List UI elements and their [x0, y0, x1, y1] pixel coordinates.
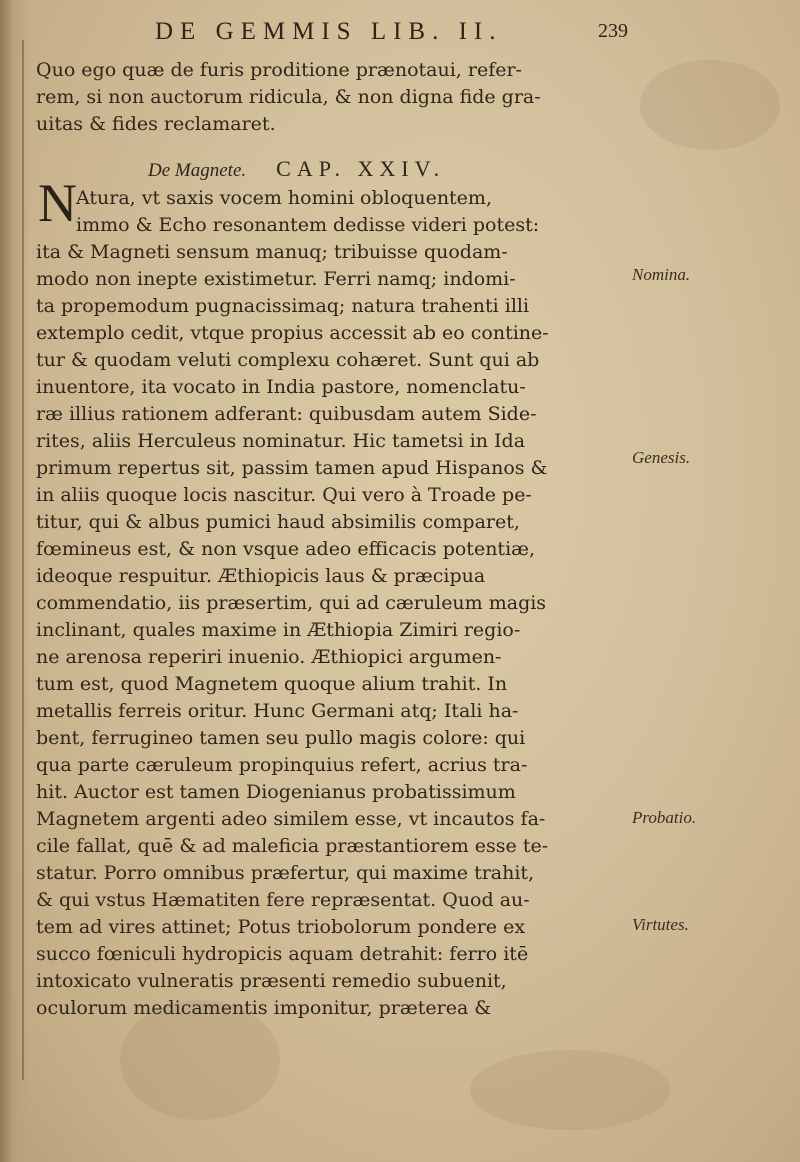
- body-line: succo fœniculi hydropicis aquam detrahit: ferro itē: [36, 943, 529, 965]
- running-head: DE GEMMIS LIB. II.: [155, 18, 503, 45]
- intro-line: Quo ego quæ de furis proditione prænotaui, refer-: [36, 59, 522, 81]
- drop-cap: N: [38, 173, 77, 233]
- body-line: oculorum medicamentis imponitur, præterea &: [36, 997, 492, 1019]
- body-line: tum est, quod Magnetem quoque alium trahit. In: [36, 673, 508, 695]
- body-line: metallis ferreis oritur. Hunc Germani atq; Itali ha-: [36, 700, 519, 722]
- body-line: ideoque respuitur. Æthiopicis laus & præcipua: [36, 565, 486, 587]
- body-line: hit. Auctor est tamen Diogenianus probatissimum: [36, 781, 516, 803]
- body-line: commendatio, iis præsertim, qui ad cæruleum magis: [36, 592, 547, 614]
- chapter-label: CAP. XXIV.: [276, 156, 446, 181]
- marginal-note: Probatio.: [632, 808, 697, 827]
- body-line: rites, aliis Herculeus nominatur. Hic tametsi in Ida: [36, 430, 526, 452]
- body-line: primum repertus sit, passim tamen apud Hispanos &: [36, 457, 548, 479]
- chapter-topic: De Magnete.: [148, 160, 247, 181]
- body-line: ta propemodum pugnacissimaq; natura trahenti illi: [36, 295, 530, 317]
- body-line: bent, ferrugineo tamen seu pullo magis colore: qui: [36, 727, 526, 749]
- body-line: Atura, vt saxis vocem homini obloquentem,: [76, 187, 492, 209]
- marginal-note: Virtutes.: [632, 915, 689, 934]
- body-line: qua parte cæruleum propinquius refert, acrius tra-: [36, 754, 528, 776]
- body-line: ita & Magneti sensum manuq; tribuisse quodam-: [36, 241, 508, 263]
- binding-rule: [22, 40, 24, 1080]
- page-number: 239: [598, 20, 628, 42]
- intro-line: rem, si non auctorum ridicula, & non digna fide gra-: [36, 86, 541, 108]
- marginal-note: Nomina.: [632, 265, 691, 284]
- paper-stain: [470, 1050, 670, 1130]
- body-line: tur & quodam veluti complexu cohæret. Sunt qui ab: [36, 349, 540, 371]
- page-gutter: [0, 0, 30, 1162]
- body-line: intoxicato vulneratis præsenti remedio subuenit,: [36, 970, 507, 992]
- chapter-heading: [148, 156, 548, 182]
- body-line: titur, qui & albus pumici haud absimilis comparet,: [36, 511, 520, 533]
- body-line: extemplo cedit, vtque propius accessit ab eo contine-: [36, 322, 549, 344]
- marginal-note: Genesis.: [632, 448, 691, 467]
- body-line: ne arenosa reperiri inuenio. Æthiopici argumen-: [36, 646, 502, 668]
- body-line: tem ad vires attinet; Potus triobolorum pondere ex: [36, 916, 526, 938]
- body-line: inuentore, ita vocato in India pastore, nomenclatu-: [36, 376, 526, 398]
- body-line: ræ illius rationem adferant: quibusdam autem Side-: [36, 403, 537, 425]
- body-line: inclinant, quales maxime in Æthiopia Zimiri regio-: [36, 619, 521, 641]
- body-line: cile fallat, quē & ad maleficia præstantiorem esse te-: [36, 835, 549, 857]
- body-line: in aliis quoque locis nascitur. Qui vero à Troade pe-: [36, 484, 532, 506]
- intro-line: uitas & fides reclamaret.: [36, 113, 276, 135]
- body-line: modo non inepte existimetur. Ferri namq; indomi-: [36, 268, 516, 290]
- body-line: Magnetem argenti adeo similem esse, vt incautos fa-: [36, 808, 546, 830]
- body-line: fœmineus est, & non vsque adeo efficacis potentiæ,: [36, 538, 536, 560]
- body-line: & qui vstus Hæmatiten fere repræsentat. Quod au-: [36, 889, 530, 911]
- body-line: immo & Echo resonantem dedisse videri potest:: [76, 214, 540, 236]
- body-line: statur. Porro omnibus præfertur, qui maxime trahit,: [36, 862, 535, 884]
- paper-stain: [640, 60, 780, 150]
